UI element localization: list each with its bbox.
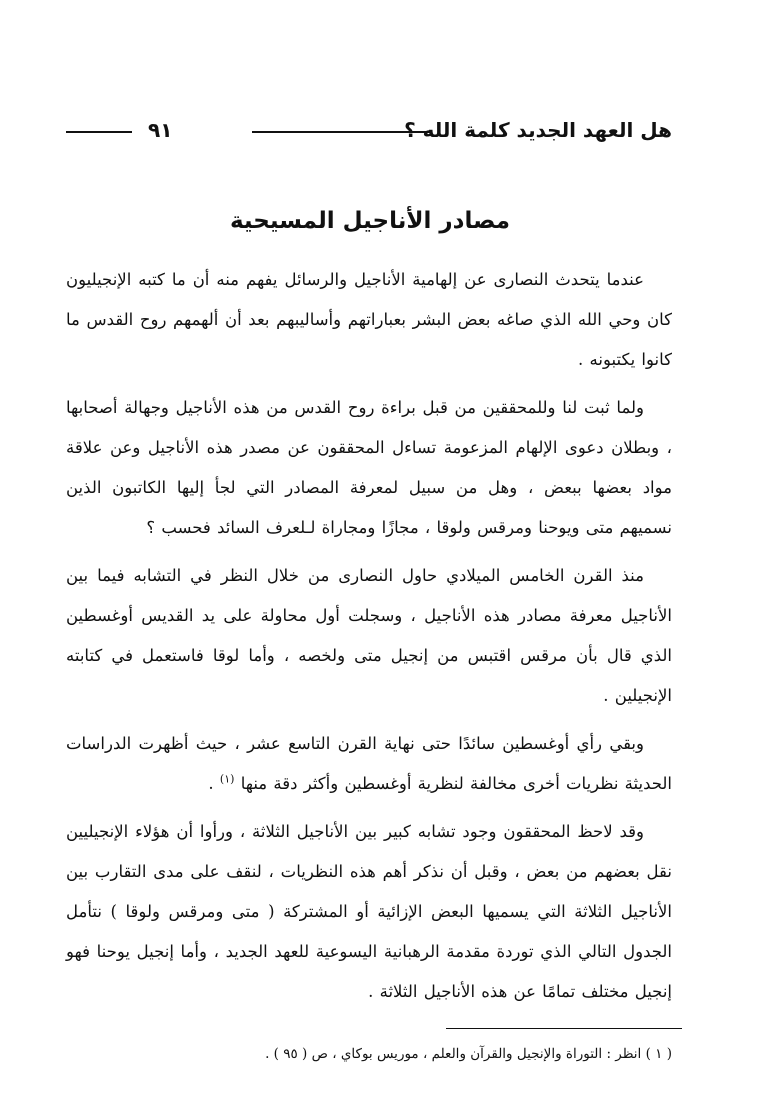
running-header-title: هل العهد الجديد كلمة الله ؟ [404,118,672,142]
footnote-reference[interactable]: (١) [219,772,235,786]
header-rule-long [252,131,432,133]
page-number: ٩١ [148,118,173,142]
running-header [66,116,672,146]
footnote: ( ١ ) انظر : التوراة والإنجيل والقرآن والعلم ، موريس بوكاي ، ص ( ٩٥ ) . [265,1046,672,1062]
footnote-separator [446,1028,682,1029]
paragraph-3: منذ القرن الخامس الميلادي حاول النصارى من خلال النظر في التشابه فيما بين الأناجيل معرفة مصادر هذه الأناجيل ، وسجلت أول محاولة على يد القديس أوغسطين الذي قال بأن مرقس اقتبس من إنجيل متى ولخصه ، وأما لوقا فاستعمل في كتابته الإنجيلين . [66,566,672,705]
paragraph-4-end: . [208,774,220,793]
paragraph-1: عندما يتحدث النصارى عن إلهامية الأناجيل والرسائل يفهم منه أن ما كتبه الإنجيليون كان وحي الله الذي صاغه بعض البشر بعباراتهم وأساليبهم بعد أن ألهمهم روح القدس ما كانوا يكتبونه . [66,270,672,369]
body-text [66,260,672,1012]
paragraph-4-text: وبقي رأي أوغسطين سائدًا حتى نهاية القرن التاسع عشر ، حيث أظهرت الدراسات الحديثة نظريات أخرى مخالفة لنظرية أوغسطين وأكثر دقة منها [66,734,672,793]
header-rule-short [66,131,132,133]
paragraph-2: ولما ثبت لنا وللمحققين من قبل براءة روح القدس من هذه الأناجيل وجهالة أصحابها ، وبطلان دعوى الإلهام المزعومة تساءل المحققون عن مصدر هذه الأناجيل وعن علاقة مواد بعضها ببعض ، وهل من سبيل لمعرفة المصادر التي لجأ إليها الكاتبون الذين نسميهم متى ويوحنا ومرقس ولوقا ، مجازًا ومجاراة لـلعرف السائد فحسب ؟ [66,398,672,537]
paragraph-5: وقد لاحظ المحققون وجود تشابه كبير بين الأناجيل الثلاثة ، ورأوا أن هؤلاء الإنجيليين نقل بعضهم من بعض ، وقبل أن نذكر أهم هذه النظريات ، لنقف على مدى التقارب بين الأناجيل الثلاثة التي يسميها البعض الإزائية أو المشتركة ( متى ومرقس ولوقا ) نتأمل الجدول التالي الذي توردة مقدمة الرهبانية اليسوعية للعهد الجديد ، وأما إنجيل يوحنا فهو إنجيل مختلف تمامًا عن هذه الأناجيل الثلاثة . [66,822,672,1001]
section-heading: مصادر الأناجيل المسيحية [229,208,510,234]
paragraph-4 [66,724,672,804]
